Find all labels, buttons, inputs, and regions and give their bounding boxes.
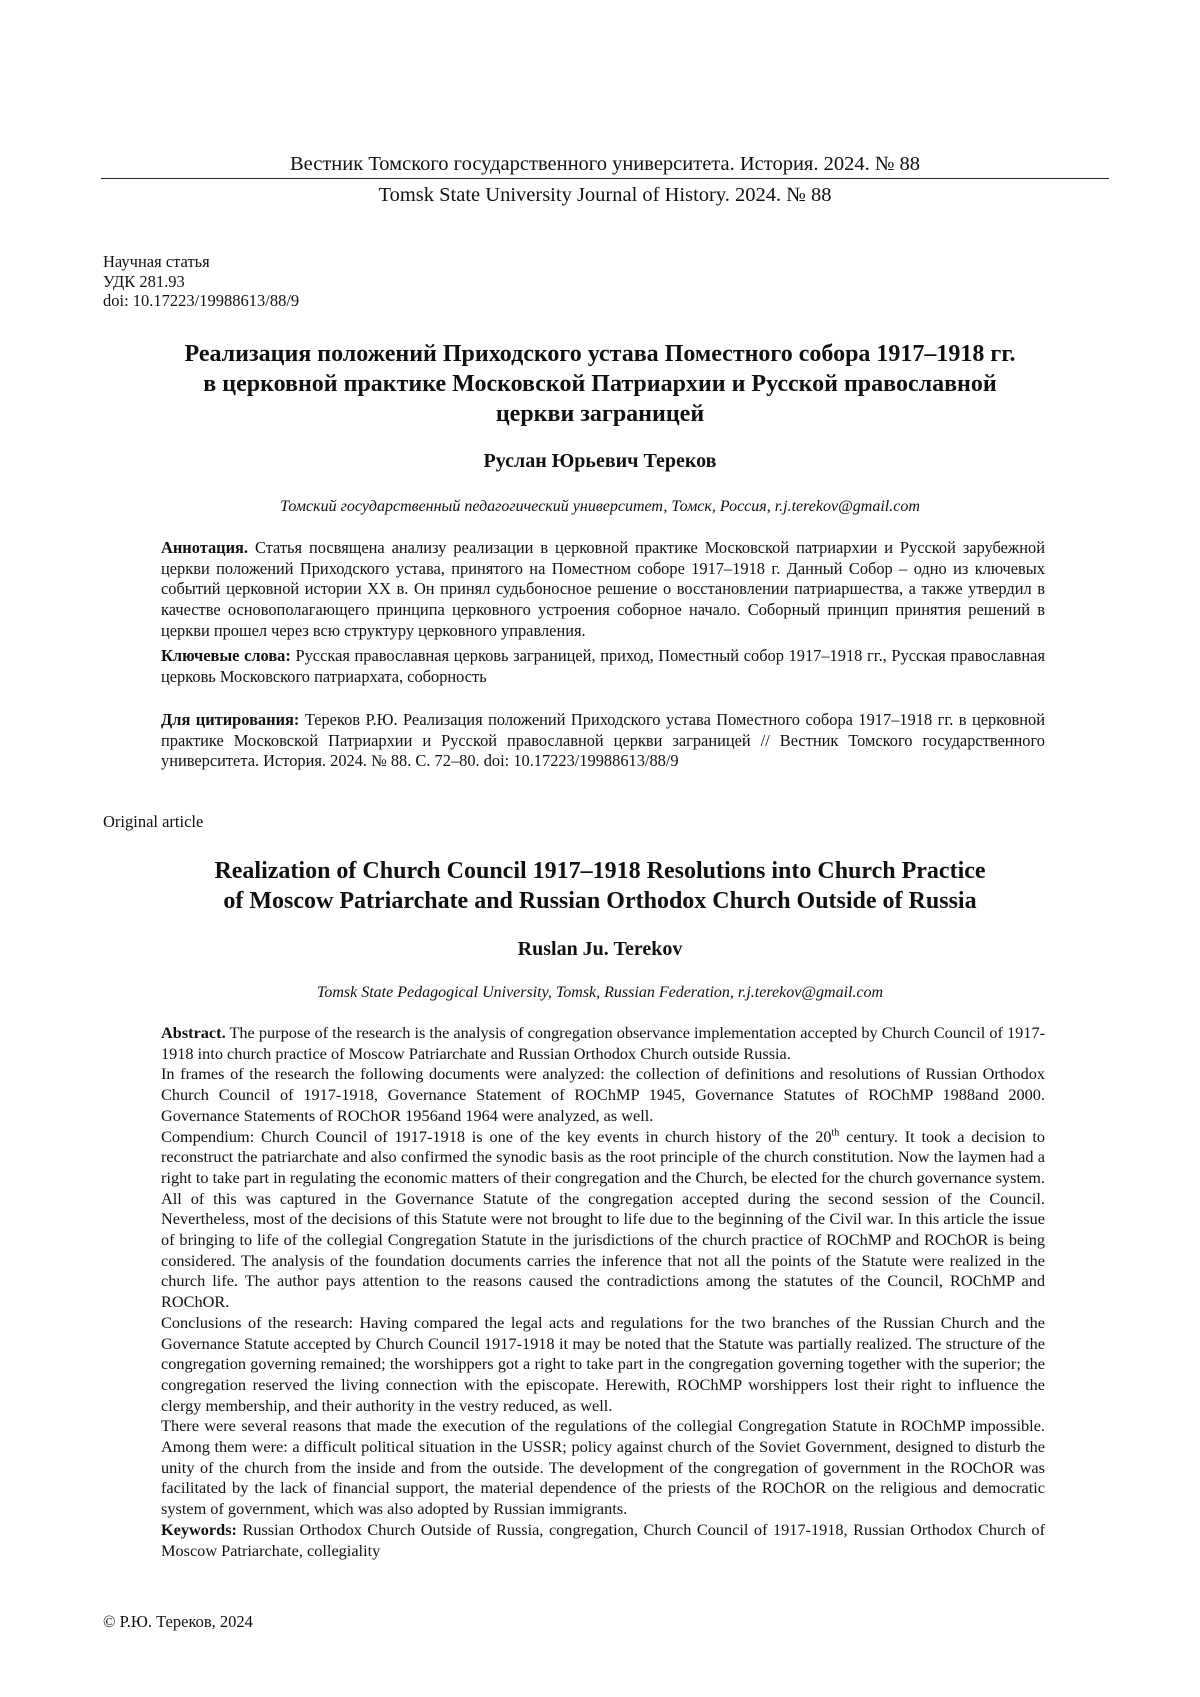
keywords-ru xyxy=(161,646,1045,687)
journal-header-en: Tomsk State University Journal of History. 2024. № 88 xyxy=(378,184,832,206)
abstract-en-p1 xyxy=(161,1023,1045,1064)
title-en xyxy=(130,856,1070,916)
citation xyxy=(161,710,1045,772)
doi: doi: 10.17223/19988613/88/9 xyxy=(103,291,300,311)
udk: УДК 281.93 xyxy=(103,271,185,291)
title-en-line: Realization of Church Council 1917–1918 Resolutions into Church Practice xyxy=(214,858,986,884)
keywords-ru-label: Ключевые слова: xyxy=(161,646,291,665)
abstract-en xyxy=(161,1023,1045,1561)
abstract-ru-label: Аннотация. xyxy=(161,538,249,557)
citation-text: Тереков Р.Ю. Реализация положений Приходского устава Поместного собора 1917–1918 гг. в церковной практике Московской Патриархии и Русской православной церкви заграницей // Вестник Томского государственного университета. История. 2024. № 88. С. 72–80. doi: 10.17223/19988613/88/9 xyxy=(161,710,1045,771)
affiliation-ru: Томский государственный педагогический университет, Томск, Россия, r.j.terekov@gmail.com xyxy=(280,498,920,515)
abstract-en-p2: In frames of the research the following documents were analyzed: the collection of definitions and resolutions of Russian Orthodox Church Council of 1917-1918, Governance Statement of ROChMP 1945, Governance Statutes of ROChMP 1988and 2000. Governance Statements of ROChOR 1956and 1964 were analyzed, as well. xyxy=(161,1064,1045,1125)
header-rule xyxy=(101,178,1109,179)
abstract-ru xyxy=(161,538,1045,642)
keywords-en xyxy=(161,1520,1045,1561)
copyright: © Р.Ю. Тереков, 2024 xyxy=(103,1612,253,1631)
author-en: Ruslan Ju. Terekov xyxy=(517,938,683,960)
keywords-ru-text: Русская православная церковь заграницей, приход, Поместный собор 1917–1918 гг., Русская православная церковь Московского патриархата, соборность xyxy=(161,646,1045,686)
title-ru-line: Реализация положений Приходского устава Поместного собора 1917–1918 гг. xyxy=(184,341,1016,367)
abstract-en-p3-b: century. It took a decision to reconstruct the patriarchate and also confirmed the synodic basis as the root principle of the church constitution. Now the laymen had a right to take part in regulating the economic matters of their congregation and the Church, be elected for the church governance system. All of this was captured in the Governance Statute of the congregation accepted during the second session of the Council. Nevertheless, most of the decisions of this Statute were not brought to life due to the beginning of the Civil war. In this article the issue of bringing to life of the collegial Congregation Statute in the jurisdictions of the church practice of ROChMP and ROChOR is being considered. The analysis of the foundation documents carries the inference that not all the points of the Statute were realized in the church life. The author pays attention to the reasons caused the contradictions among the statutes of the Council, ROChMP and ROChOR. xyxy=(161,1126,1045,1312)
author-ru: Руслан Юрьевич Тереков xyxy=(483,450,717,472)
journal-header-ru: Вестник Томского государственного университета. История. 2024. № 88 xyxy=(289,153,921,175)
abstract-en-p4: Conclusions of the research: Having compared the legal acts and regulations for the two branches of the Russian Church and the Governance Statute accepted by Church Council 1917-1918 it may be noted that the Statute was partially realized. The structure of the congregation governing remained; the worshippers got a right to take part in the congregation governing together with the superior; the congregation reserved the living connection with the episcopate. Herewith, ROChMP worshippers lost their right to influence the clergy membership, and their authority in the vestry reduced, as well. xyxy=(161,1312,1045,1415)
article-type-ru: Научная статья xyxy=(103,252,210,271)
affiliation-en: Tomsk State Pedagogical University, Tomsk, Russian Federation, r.j.terekov@gmail.com xyxy=(316,984,884,1001)
title-ru-line: в церковной практике Московской Патриархии и Русской православной xyxy=(203,371,997,397)
abstract-en-p3-sup: th xyxy=(831,1127,840,1139)
abstract-en-p5: There were several reasons that made the execution of the regulations of the collegial Congregation Statute in ROChMP impossible. Among them were: a difficult political situation in the USSR; policy against church of the Soviet Government, designed to disturb the unity of the church from the inside and from the outside. The development of the congregation of government in the ROChOR was facilitated by the lack of financial support, the material dependence of the priests of the ROChOR on the religious and democratic system of government, which was also adopted by Russian immigrants. xyxy=(161,1416,1045,1519)
abstract-en-p1-text: The purpose of the research is the analysis of congregation observance implementation accepted by Church Council of 1917-1918 into church practice of Moscow Patriarchate and Russian Orthodox Church outside Russia. xyxy=(161,1023,1046,1063)
abstract-en-p3-a: Compendium: Church Council of 1917-1918 is one of the key events in church history of the 20 xyxy=(161,1126,832,1146)
title-ru-line: церкви заграницей xyxy=(495,401,705,427)
abstract-en-label: Abstract. xyxy=(161,1023,226,1042)
title-ru xyxy=(130,339,1070,429)
keywords-en-text: Russian Orthodox Church Outside of Russia, congregation, Church Council of 1917-1918, Russian Orthodox Church of Moscow Patriarchate, collegiality xyxy=(161,1519,1045,1560)
title-en-line: of Moscow Patriarchate and Russian Orthodox Church Outside of Russia xyxy=(223,888,977,914)
citation-label: Для цитирования: xyxy=(161,710,300,729)
keywords-en-label: Keywords: xyxy=(161,1519,237,1539)
article-type-en: Original article xyxy=(103,812,204,831)
article-meta xyxy=(103,252,299,311)
abstract-en-p3 xyxy=(161,1127,1045,1313)
abstract-ru-text: Статья посвящена анализу реализации в церковной практике Московской патриархии и Русской зарубежной церкви положений Приходского устава, принятого на Поместном соборе 1917–1918 г. Данный Собор – одно из ключевых событий церковной истории XX в. Он принял судьбоносное решение о восстановлении патриаршества, а также утвердил в качестве основополагающего принципа церковного устроения соборное начало. Соборный принцип принятия решений в церкви прошел через всю структуру церковного управления. xyxy=(161,538,1045,640)
